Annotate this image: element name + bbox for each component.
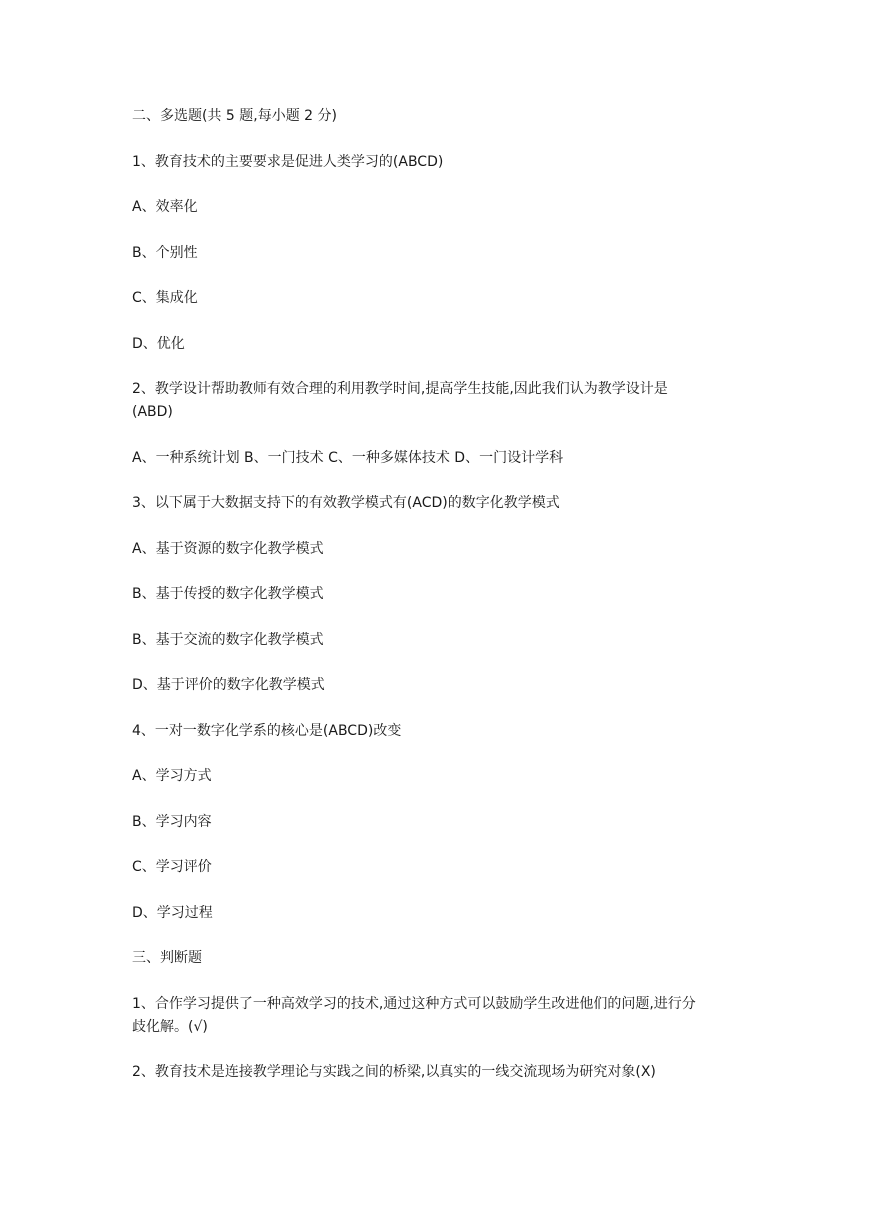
judge-1-line-2: 歧化解。(√)	[132, 1019, 208, 1035]
question-4-stem: 4、一对一数字化学系的核心是(ABCD)改变	[132, 723, 402, 739]
question-4-option-a: A、学习方式	[132, 768, 212, 784]
question-4-option-b: B、学习内容	[132, 814, 212, 830]
question-2-stem-line-2: (ABD)	[132, 404, 173, 420]
question-1-stem: 1、教育技术的主要要求是促进人类学习的(ABCD)	[132, 154, 444, 170]
question-1-option-c: C、集成化	[132, 290, 198, 306]
question-2-options: A、一种系统计划 B、一门技术 C、一种多媒体技术 D、一门设计学科	[132, 450, 564, 466]
question-4-option-d: D、学习过程	[132, 905, 213, 921]
question-1-option-b: B、个别性	[132, 245, 198, 261]
question-1-option-d: D、优化	[132, 336, 185, 352]
judge-1-line-1: 1、合作学习提供了一种高效学习的技术,通过这种方式可以鼓励学生改进他们的问题,进行分	[132, 996, 696, 1012]
question-3-stem: 3、以下属于大数据支持下的有效教学模式有(ACD)的数字化教学模式	[132, 495, 560, 511]
question-4-option-c: C、学习评价	[132, 859, 212, 875]
question-2-stem-line-1: 2、教学设计帮助教师有效合理的利用教学时间,提高学生技能,因此我们认为教学设计是	[132, 381, 668, 397]
question-1-option-a: A、效率化	[132, 199, 198, 215]
question-3-option-b: B、基于传授的数字化教学模式	[132, 586, 324, 602]
question-3-option-c: B、基于交流的数字化教学模式	[132, 632, 324, 648]
judge-2-line-1: 2、教育技术是连接教学理论与实践之间的桥梁,以真实的一线交流现场为研究对象(X)	[132, 1064, 656, 1080]
question-3-option-d: D、基于评价的数字化教学模式	[132, 677, 325, 693]
question-3-option-a: A、基于资源的数字化教学模式	[132, 541, 324, 557]
section-multi-choice-heading: 二、多选题(共 5 题,每小题 2 分)	[132, 108, 337, 124]
section-true-false-heading: 三、判断题	[132, 950, 202, 966]
